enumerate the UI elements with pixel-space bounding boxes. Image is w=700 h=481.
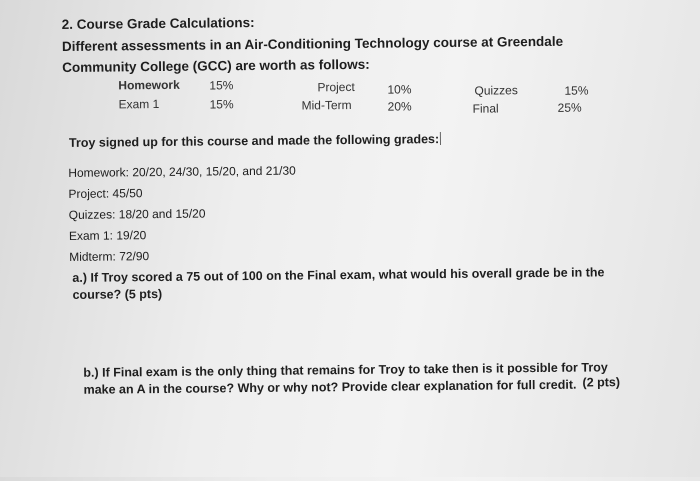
- grade-project: Project: 45/50: [68, 186, 143, 201]
- weight-value-homework: 15%: [209, 78, 234, 93]
- weight-value-exam1: 15%: [209, 97, 234, 112]
- weight-label-exam1: Exam 1: [118, 96, 160, 112]
- weight-label-midterm: Mid-Term: [301, 97, 352, 113]
- question-b-line-2: make an A in the course? Why or why not? Provide clear explanation for full credit.: [83, 377, 577, 397]
- intro-line-1: Different assessments in an Air-Conditioning Technology course at Greendale: [61, 33, 564, 55]
- grade-homework: Homework: 20/20, 24/30, 15/20, and 21/30: [68, 163, 296, 180]
- grade-quizzes: Quizzes: 18/20 and 15/20: [68, 206, 206, 222]
- question-b-line-1: b.) If Final exam is the only thing that remains for Troy to take then is it possible for Troy: [83, 360, 608, 380]
- weight-label-project: Project: [317, 79, 355, 95]
- text-cursor-icon: [440, 132, 447, 145]
- problem-title: 2. Course Grade Calculations:: [61, 14, 255, 33]
- question-a-line-2: course? (5 pts): [72, 286, 163, 302]
- intro-line-2: Community College (GCC) are worth as follows:: [62, 56, 370, 76]
- weight-value-project: 10%: [387, 82, 412, 97]
- weight-label-quizzes: Quizzes: [474, 83, 518, 98]
- grade-exam1: Exam 1: 19/20: [68, 228, 147, 243]
- grades-heading: Troy signed up for this course and made the following grades:: [69, 132, 447, 150]
- weight-label-homework: Homework: [118, 77, 180, 93]
- question-b-points: (2 pts): [582, 375, 621, 390]
- weight-value-quizzes: 15%: [564, 83, 589, 98]
- weight-value-final: 25%: [557, 100, 582, 115]
- question-a-line-1: a.) If Troy scored a 75 out of 100 on the Final exam, what would his overall grade be in the: [72, 265, 605, 285]
- weight-value-midterm: 20%: [387, 99, 412, 114]
- grade-midterm: Midterm: 72/90: [69, 249, 150, 264]
- weight-label-final: Final: [472, 101, 499, 116]
